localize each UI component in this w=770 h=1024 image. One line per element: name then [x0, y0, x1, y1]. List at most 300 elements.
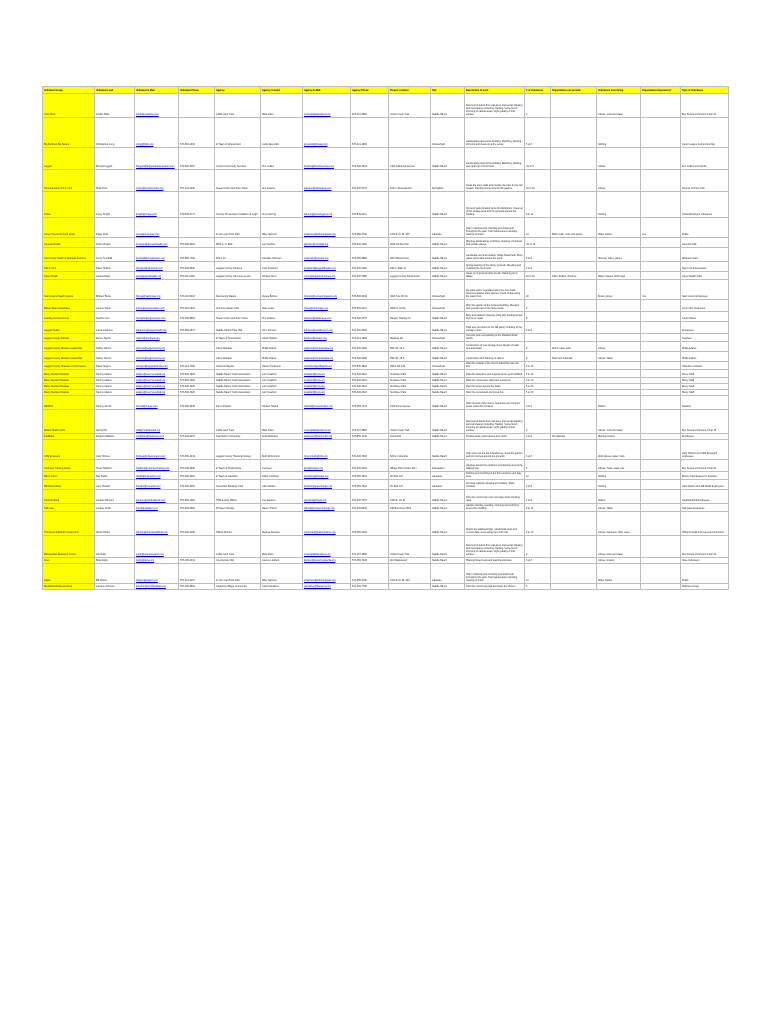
table-cell: [641, 490, 681, 504]
email-cell[interactable]: arobinson@saint-erich.org: [303, 434, 351, 440]
table-cell: 456 E CR 415: [389, 362, 431, 370]
table-cell: Saddle Ranch: [431, 312, 465, 322]
table-cell: Planting, landscaping, mulching, cleaning of windows and overall upkeep.: [465, 238, 525, 248]
table-cell: Saddle Ranch Youth Association: [215, 384, 261, 390]
email-cell[interactable]: clong@bbbs.org: [135, 118, 179, 148]
table-cell: Saddle Ranch: [431, 192, 465, 218]
table-cell: [179, 94, 215, 118]
table-cell: Hollow Prairies: [215, 512, 261, 536]
table-cell: Kim Collins: [261, 148, 303, 170]
table-row: [43, 342, 729, 352]
table-row: [43, 536, 729, 558]
table-cell: Leggett County Disaster Leadership: [43, 342, 95, 352]
table-cell: CDS Emergent: [43, 440, 95, 460]
table-cell: Saddle Ranch: [431, 410, 465, 434]
table-cell: [597, 322, 641, 334]
table-cell: Gloves, Water: [597, 352, 641, 362]
table-cell: 6 to 8: [525, 440, 551, 460]
table-cell: 5 to 10: [525, 512, 551, 536]
table-cell: 8: [525, 352, 551, 362]
table-cell: LAKE Land Trust: [215, 410, 261, 434]
email-cell[interactable]: klawson@stablearea.com: [303, 312, 351, 322]
table-row: [43, 564, 729, 584]
table-cell: 6: [525, 584, 551, 590]
table-cell: Ann Lawson: [261, 170, 303, 192]
table-cell: Lincoln Community Services: [215, 148, 261, 170]
table-cell: Gloves, tools and water: [597, 536, 641, 558]
table-cell: Village Park (Amber Rd.): [389, 460, 431, 472]
email-cell[interactable]: tadams@mercymedical.org: [135, 384, 179, 390]
table-cell: Mike Harrison: [261, 564, 303, 584]
table-cell: Greenfield Paintings Club: [215, 480, 261, 490]
table-cell: 573-330-2016: [179, 480, 215, 490]
table-cell: 573-445-0041: [179, 558, 215, 564]
email-cell[interactable]: rtomlinson@jeffbaptist.org: [303, 362, 351, 370]
table-cell: 340 Brentmore Blvd.: [389, 504, 431, 512]
email-cell[interactable]: mharrison@inthelooppark.org: [303, 564, 351, 584]
table-cell: [641, 440, 681, 460]
table-cell: 573-465-7220: [351, 558, 389, 564]
table-cell: Amy Fleming: [261, 192, 303, 218]
email-cell[interactable]: jcrawford@leggettlibraries.org: [303, 262, 351, 272]
table-cell: Judy Holmes and CDS Emergent employees: [681, 440, 729, 460]
table-cell: Boy Scouts of America Troop 22: [681, 536, 729, 558]
table-cell: Leggett: [43, 148, 95, 170]
table-cell: Paint the outside of the church fellowship hall and trim.: [465, 362, 525, 370]
column-header[interactable]: Description of work: [465, 87, 525, 94]
table-cell: Brookfield Wellness Group: [43, 584, 95, 590]
table-cell: 2150 E St. Rt. 235: [389, 218, 431, 238]
column-header[interactable]: Volunteer Lead: [95, 87, 135, 94]
table-cell: 573-444-6436: [179, 170, 215, 192]
table-cell: Mercy Medical Hospital: [43, 378, 95, 384]
table-cell: 10 to 15: [525, 170, 551, 192]
table-row: [43, 94, 729, 118]
table-cell: LAKE Land Trust: [215, 536, 261, 558]
email-cell[interactable]: padams@campwanaka.org: [303, 352, 351, 362]
table-cell: 573-426-3410: [351, 378, 389, 384]
email-cell[interactable]: mharrison@inthelooppark.org: [303, 218, 351, 238]
column-header[interactable]: Organization Experience?: [641, 87, 681, 94]
table-cell: 5 to 10: [525, 390, 551, 396]
table-cell: Waste Water Associates: [43, 300, 95, 312]
column-header[interactable]: # of Volunteers: [525, 87, 551, 94]
email-cell[interactable]: mross@lakelandtrust.org: [303, 536, 351, 558]
table-cell: Jennifer Ransom: [95, 490, 135, 504]
table-cell: [641, 170, 681, 192]
email-cell[interactable]: chartman@primefit.org: [303, 248, 351, 262]
table-row: [43, 490, 729, 504]
table-cell: Tammy Adams: [95, 370, 135, 378]
column-header[interactable]: Agency Contact: [261, 87, 303, 94]
table-cell: 573-413-7180: [179, 362, 215, 370]
table-cell: Candace Hartman: [261, 248, 303, 262]
table-cell: [641, 504, 681, 512]
table-row: [43, 352, 729, 362]
table-cell: [551, 312, 597, 322]
email-cell[interactable]: rborden@recoveringwaters.org: [303, 280, 351, 300]
table-cell: [551, 584, 597, 590]
table-cell: Countryside Villa: [215, 558, 261, 564]
table-cell: Ranger Training Ctr: [389, 312, 431, 322]
table-cell: Leggett County Historical Society: [215, 440, 261, 460]
table-row: [43, 148, 729, 170]
table-cell: Saddle Ranch: [431, 342, 465, 352]
table-cell: Christie Nunn: [261, 272, 303, 280]
table-cell: Mark Ross: [261, 536, 303, 558]
email-cell[interactable]: mross@lakelandtrust.org: [303, 94, 351, 118]
table-cell: Rollers: [597, 396, 641, 410]
table-cell: Big Brothers Big Sisters: [43, 118, 95, 148]
table-cell: Saddle Ranch: [431, 584, 465, 590]
email-cell[interactable]: jeddy@metroresearch.org: [135, 536, 179, 558]
table-cell: [551, 362, 597, 370]
email-cell[interactable]: dhudson@samsclub.com: [135, 262, 179, 272]
table-cell: Help in planting and mulching perennial beds throughout the park. Trail maintenance including clearing of brush.: [465, 218, 525, 238]
table-cell: [641, 564, 681, 584]
email-cell[interactable]: bbruss@saintlukes.org: [135, 280, 179, 300]
email-cell[interactable]: rlutter@amherstgc.org: [303, 300, 351, 312]
table-cell: Sort and organize donated art supplies. Wash windows.: [465, 480, 525, 490]
column-header[interactable]: Agency: [215, 87, 261, 94]
email-cell[interactable]: beddy@aires.org: [135, 558, 179, 564]
table-cell: [551, 396, 597, 410]
column-header[interactable]: Volunteer E-Mail: [135, 87, 179, 94]
table-cell: [641, 192, 681, 218]
table-cell: 4 to 8: [525, 480, 551, 490]
table-cell: 573-864-0573: [179, 322, 215, 334]
email-cell[interactable]: jkent@inways.org: [303, 460, 351, 472]
table-cell: Parents of Pony Club: [681, 170, 729, 192]
table-cell: Employees: [681, 434, 729, 440]
email-cell[interactable]: ladamson@leggetthealth.org: [135, 322, 179, 334]
email-cell[interactable]: tadams@mercymedical.org: [135, 370, 179, 378]
table-cell: Gloves, tools and water: [597, 410, 641, 434]
table-cell: Chesterfield: [431, 300, 465, 312]
table-cell: Jan Eddy: [95, 536, 135, 558]
table-cell: Jordan Mark: [95, 94, 135, 118]
email-cell[interactable]: lsmith@saltlake.com: [135, 504, 179, 512]
table-cell: [551, 300, 597, 312]
table-cell: Lorraine Johnson: [95, 584, 135, 590]
table-cell: Saddle Ranch: [431, 248, 465, 262]
email-cell[interactable]: jreynolds@inways.org: [303, 118, 351, 148]
table-cell: Saddle Ranch Youth Association: [215, 370, 261, 378]
table-cell: 573-426-5540: [351, 504, 389, 512]
table-cell: Construction and Painting of cabins.: [465, 352, 525, 362]
table-cell: Christopher Long: [95, 118, 135, 148]
table-cell: [641, 512, 681, 536]
table-cell: Susan Krehm and Pam Travis: [215, 170, 261, 192]
table-cell: [641, 342, 681, 352]
email-cell[interactable]: phopper@leggettchamber.org: [135, 362, 179, 370]
table-cell: Nothing: [597, 480, 641, 490]
table-row: [43, 504, 729, 512]
table-cell: 8: [525, 312, 551, 322]
table-cell: 573-864-3487: [179, 148, 215, 170]
email-cell[interactable]: alawson@stablearea.com: [303, 170, 351, 192]
table-cell: Mercy Staff: [681, 384, 729, 390]
table-cell: Help in planting and mulching perennial beds throughout the park. Trail maintenance including clearing of brush.: [465, 564, 525, 584]
table-cell: Norbert Tidwell: [261, 396, 303, 410]
table-cell: Saddle Ranch Pride Hall: [215, 322, 261, 334]
table-cell: [389, 118, 431, 148]
table-cell: Genesis Staff: [681, 238, 729, 248]
email-cell[interactable]: shill@mobilehealth.org: [135, 410, 179, 434]
table-cell: Lakeland: [431, 480, 465, 490]
table-cell: Work gloves, water, tools: [597, 440, 641, 460]
table-cell: Saddle Ranch: [431, 396, 465, 410]
email-cell[interactable]: tjohnson@saddleranch.org: [303, 322, 351, 334]
table-cell: [551, 94, 597, 118]
table-cell: Removal of debris from trail area, Fauna trail planting and trail cleanup including: Hauling. Some brush trimming of natural areas. Light grading of trail surface.: [465, 94, 525, 118]
column-header[interactable]: Agency Phone: [351, 87, 389, 94]
table-cell: 573-314-4270: [179, 564, 215, 584]
column-header[interactable]: Volunteers must bring: [597, 87, 641, 94]
table-cell: 573-836-3530: [351, 362, 389, 370]
table-cell: Paint the concession stand and restrooms.: [465, 378, 525, 384]
volunteer-table: [42, 86, 729, 590]
table-cell: Help clean out the old schoolhouse, weed the garden and trim bushes around the grounds.: [465, 440, 525, 460]
email-cell[interactable]: jstone@wwassociates.com: [135, 300, 179, 312]
column-header[interactable]: Volunteer Phone: [179, 87, 215, 94]
table-cell: Mercy Medical Hospital: [43, 390, 95, 396]
table-cell: Mike Harrison: [261, 218, 303, 238]
email-cell[interactable]: bweber@aspire.com: [135, 564, 179, 584]
table-cell: Chesterfield: [431, 118, 465, 148]
table-cell: Cardinal Bank: [43, 490, 95, 504]
table-cell: 573-427-2850: [351, 410, 389, 434]
table-cell: Lori Gardner: [261, 238, 303, 248]
table-cell: [551, 192, 597, 218]
table-cell: Saddle Ranch: [431, 558, 465, 564]
table-cell: 573-426-3770: [351, 170, 389, 192]
table-cell: Leggett County Disaster Leadership: [43, 352, 95, 362]
table-cell: Alison Hinton: [95, 512, 135, 536]
table-cell: Paint the bleachers and dugouts at the youth ballfield.: [465, 370, 525, 378]
table-cell: Saddle Ranch: [431, 352, 465, 362]
email-cell[interactable]: aclinton@leggettcounty.org: [135, 352, 179, 362]
table-cell: 2: [525, 536, 551, 558]
email-cell[interactable]: rfields@meinaction.org: [135, 472, 179, 480]
email-cell[interactable]: kcollins@lincolnservices.org: [303, 148, 351, 170]
table-cell: [641, 118, 681, 148]
table-cell: [551, 322, 597, 334]
column-header[interactable]: Organization can provide: [551, 87, 597, 94]
email-cell[interactable]: lgardner@mhsblair.org: [303, 238, 351, 248]
email-cell[interactable]: gdonahue@lifespring.org: [303, 584, 351, 590]
table-cell: [641, 334, 681, 342]
email-cell[interactable]: lcrawford@srya.org: [303, 378, 351, 384]
table-cell: 2506 N. 3rd St.: [389, 300, 431, 312]
email-cell[interactable]: rtayton@lcschools.org: [135, 334, 179, 342]
table-cell: Renee Borden: [261, 280, 303, 300]
table-cell: Rose Lutter: [261, 300, 303, 312]
table-row: [43, 262, 729, 272]
table-cell: 573-465-9880: [351, 248, 389, 262]
table-cell: 512 N. Riverside Rd.: [389, 170, 431, 192]
email-cell[interactable]: lcrawford@srya.org: [303, 370, 351, 378]
email-cell[interactable]: mhunt@huntponyclub.org: [135, 170, 179, 192]
table-cell: Saddle Ranch: [431, 322, 465, 334]
column-header[interactable]: Type of Volunteers: [681, 87, 729, 94]
table-cell: Mercy Medical Hospital: [43, 384, 95, 390]
table-cell: 10 to 15: [525, 272, 551, 280]
table-cell: 573-426-1480: [179, 512, 215, 536]
table-cell: Quest Health: [43, 272, 95, 280]
table-cell: Saddle Ranch Youth Association: [215, 390, 261, 396]
table-row: [43, 280, 729, 300]
table-cell: 8: [525, 342, 551, 352]
table-cell: Water bottles: [597, 564, 641, 584]
table-cell: Meadow Rd.: [389, 334, 431, 342]
table-cell: All materials: [551, 434, 597, 440]
table-cell: Nothing: [597, 118, 641, 148]
email-cell[interactable]: hcox@leadingventures.com: [135, 312, 179, 322]
table-cell: 5 to 10: [525, 378, 551, 384]
table-cell: Paint the community room and wipe down shelving units.: [465, 490, 525, 504]
email-cell[interactable]: padams@campwanaka.org: [303, 342, 351, 352]
email-cell[interactable]: jmark@colefilms.com: [135, 94, 179, 118]
table-cell: 4 to 6: [525, 434, 551, 440]
table-cell: 573-426-3410: [351, 390, 389, 396]
email-cell[interactable]: hstafford@volunteertraining.org: [135, 460, 179, 472]
column-header[interactable]: City: [431, 87, 465, 94]
table-cell: Saddle Ranch: [431, 238, 465, 248]
email-cell[interactable]: jsanders@hhsgw.org: [303, 490, 351, 504]
table-cell: Ray Fields: [95, 472, 135, 480]
table-cell: Saddle Ranch: [431, 390, 465, 396]
column-header[interactable]: Volunteer Group: [43, 87, 95, 94]
email-cell[interactable]: jmartins@greenfieldpc.org: [303, 480, 351, 490]
table-cell: Phillip Adams: [261, 352, 303, 362]
email-cell[interactable]: tarnold@remax.com: [135, 396, 179, 410]
email-cell[interactable]: jdavis@questhealth.org: [135, 272, 179, 280]
table-cell: Metropolitan Research Center: [43, 536, 95, 558]
table-cell: Renee Tayton: [95, 334, 135, 342]
table-row: [43, 512, 729, 536]
table-cell: 5 to 8: [525, 248, 551, 262]
table-cell: 573-421-1800: [351, 334, 389, 342]
table-cell: Joe Sanders: [261, 490, 303, 504]
table-cell: Dawn Hudson: [95, 262, 135, 272]
email-cell[interactable]: jholmes@cdsemergent.com: [135, 440, 179, 460]
email-cell[interactable]: cnunn@leggettvolunteers.org: [303, 272, 351, 280]
email-cell[interactable]: jlambert@countrysidevilla.org: [303, 558, 351, 564]
email-cell[interactable]: bmccormick@lchs.org: [303, 440, 351, 460]
table-cell: Paint, Rollers, Brushes: [551, 272, 597, 280]
email-cell[interactable]: tadams@mercymedical.org: [135, 390, 179, 396]
table-cell: Wood, nails, tools: [551, 342, 597, 352]
table-cell: Planting flower beds and washing windows.: [465, 558, 525, 564]
table-row: [43, 312, 729, 322]
email-cell[interactable]: mwilliams@intellimed.com: [135, 434, 179, 440]
email-cell[interactable]: jknight@cintas.com: [135, 192, 179, 218]
table-cell: [179, 536, 215, 558]
table-cell: Ashley Clinton: [95, 342, 135, 352]
table-cell: Removal of debris from trail area, Fauna trail planting and trail cleanup including: Hauling. Some brush trimming of natural areas. Light grading of trail surface.: [465, 536, 525, 558]
email-cell[interactable]: ljohnson@brookfieldwg.com: [135, 584, 179, 590]
email-cell[interactable]: lhoward@meretail.com: [135, 480, 179, 490]
email-cell[interactable]: tadams@mercymedical.org: [135, 378, 179, 384]
table-cell: Saddle Ranch: [431, 512, 465, 536]
column-header[interactable]: Agency E-Mail: [303, 87, 351, 94]
table-cell: [551, 410, 597, 434]
table-cell: 2150 E. 1st St.: [389, 490, 431, 504]
table-cell: [389, 322, 431, 334]
table-cell: 573-427-2850: [351, 536, 389, 558]
table-cell: 573-836-9340: [351, 280, 389, 300]
email-cell[interactable]: pross@cloverpay.com: [135, 218, 179, 238]
table-cell: 573-426-7620: [351, 440, 389, 460]
table-cell: Cintas: [43, 192, 95, 218]
table-cell: Prime Fit: [215, 248, 261, 262]
email-cell[interactable]: klundberg@inways.org: [303, 472, 351, 480]
table-cell: 573-426-3410: [351, 370, 389, 378]
table-cell: 6: [525, 460, 551, 472]
table-cell: Chesterfield: [431, 334, 465, 342]
table-cell: Camp Wanaka: [215, 342, 261, 352]
table-cell: Beth McCormick: [261, 440, 303, 460]
table-cell: Mercy Medical Hospital: [43, 370, 95, 378]
table-cell: Water bottles: [597, 218, 641, 238]
table-cell: [179, 218, 215, 238]
email-cell[interactable]: lcrawford@srya.org: [303, 390, 351, 396]
table-cell: Salt Lake Employees: [681, 504, 729, 512]
email-cell[interactable]: aclinton@leggettcounty.org: [135, 342, 179, 352]
column-header[interactable]: Project Location: [389, 87, 431, 94]
email-cell[interactable]: dtirriell@prospectsprings.org: [303, 504, 351, 512]
table-cell: Kim Collins and friends: [681, 148, 729, 170]
table-cell: [641, 362, 681, 370]
table-cell: 3 to 6: [525, 396, 551, 410]
email-cell[interactable]: afleming@countrypres.org: [303, 192, 351, 218]
email-cell[interactable]: ntidwell@irvineshelters.org: [303, 396, 351, 410]
table-cell: 573-632-1250: [351, 238, 389, 248]
email-cell[interactable]: mross@lakelandtrust.org: [303, 410, 351, 434]
email-cell[interactable]: jtrenthall@chwpartners.org: [135, 248, 179, 262]
table-cell: [597, 312, 641, 322]
table-cell: Leading Ventures Fund: [43, 312, 95, 322]
table-cell: Gloves, trowels: [597, 558, 641, 564]
table-cell: 3000 S.E. 8th St.: [389, 280, 431, 300]
email-cell[interactable]: jhopkins@inways.org: [303, 334, 351, 342]
email-cell[interactable]: lcrawford@srya.org: [303, 384, 351, 390]
table-cell: In Ways of Chesterfield: [215, 118, 261, 148]
email-cell[interactable]: kmorgan@genesishealth.com: [135, 238, 179, 248]
table-cell: 573-426-7070: [351, 490, 389, 504]
table-cell: 2234 Orchard Rd.: [389, 238, 431, 248]
header-row: [43, 87, 729, 94]
table-cell: Quest Health Staff: [681, 272, 729, 280]
table-cell: Gloria Donahue: [261, 584, 303, 590]
email-cell[interactable]: jransom@cardinalbank.com: [135, 490, 179, 504]
table-cell: 12: [525, 472, 551, 480]
table-cell: [641, 584, 681, 590]
email-cell[interactable]: bleggett@leggettandassociates.com: [135, 148, 179, 170]
table-cell: [551, 460, 597, 472]
table-cell: In Ways of Herbertsville: [215, 460, 261, 472]
email-cell[interactable]: msheman@hollowprairies.org: [303, 512, 351, 536]
table-cell: Aires Volunteers: [681, 558, 729, 564]
table-cell: Leggett County Fairgrounds: [389, 272, 431, 280]
table-cell: RE/MAX: [43, 396, 95, 410]
email-cell[interactable]: ahinton@thomaswhitfield.com: [135, 512, 179, 536]
table-cell: In the Loop Pride Park: [215, 218, 261, 238]
table-cell: Mark Ross: [261, 94, 303, 118]
table-cell: Thomas & Whitfield Construction: [43, 512, 95, 536]
table-cell: Hunt Adventure Pony Club: [43, 170, 95, 192]
